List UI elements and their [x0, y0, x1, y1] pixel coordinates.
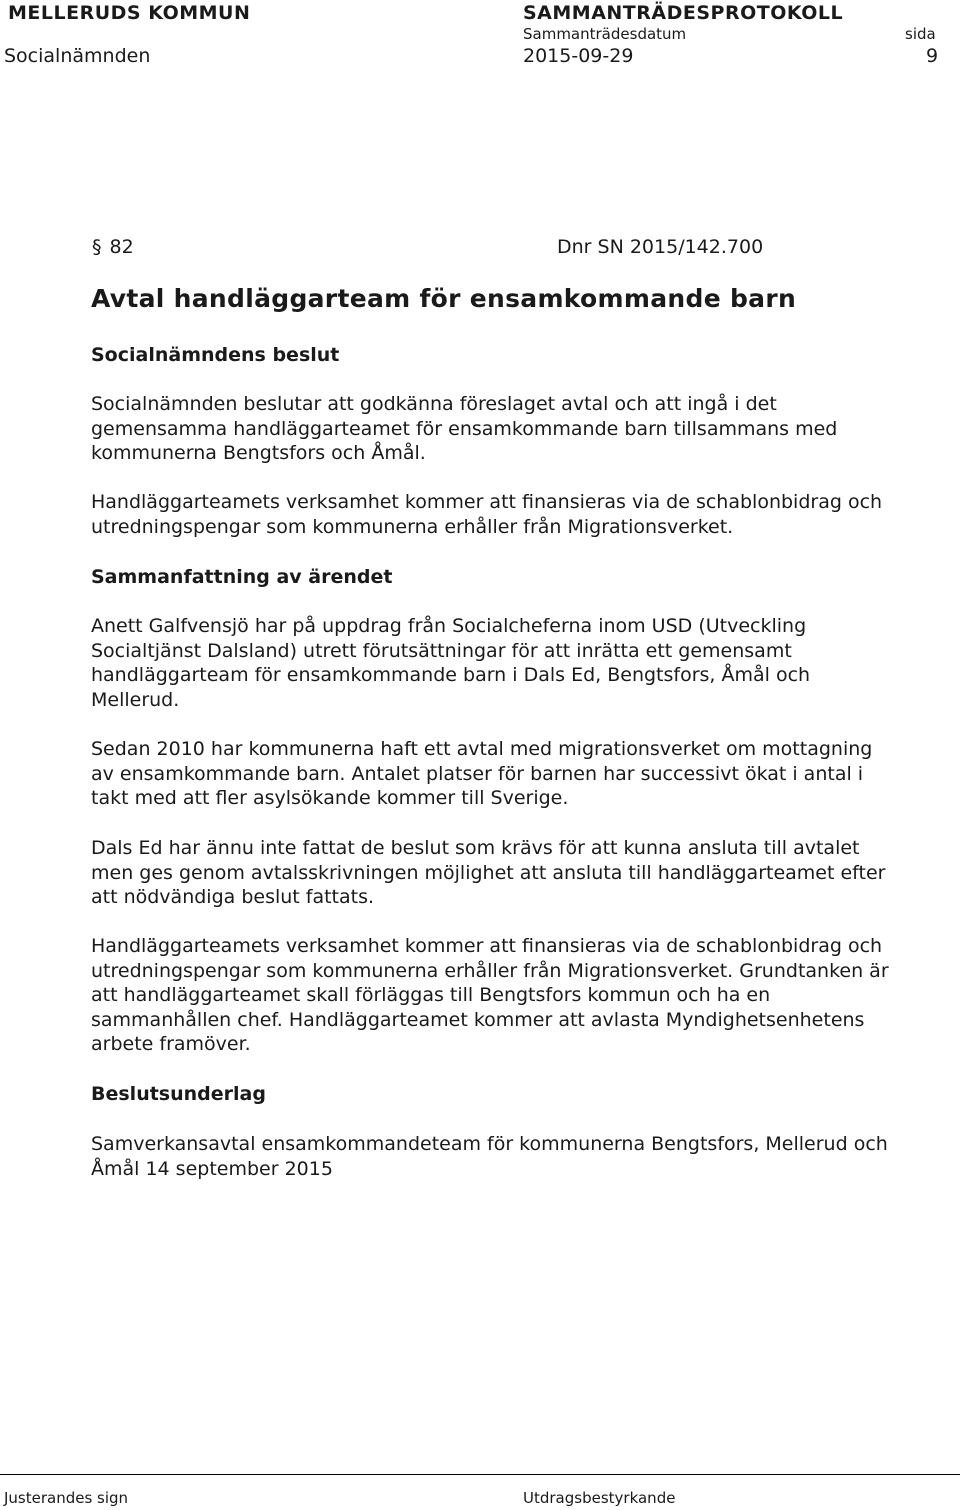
text-line: Socialtjänst Dalsland) utrett förutsättningar för att inrätta ett gemensamt	[91, 639, 792, 662]
text-line: kommunerna Bengtsfors och Åmål.	[91, 442, 426, 464]
text-line: sammanhållen chef. Handläggarteamet kommer att avlasta Myndighetsenhetens	[91, 1008, 865, 1031]
text-line: handläggarteam för ensamkommande barn i Dals Ed, Bengtsfors, Åmål och	[91, 664, 811, 686]
text-line: Mellerud.	[91, 688, 180, 711]
text-line: Dals Ed har ännu inte fattat de beslut som krävs för att kunna ansluta till avtalet	[91, 837, 860, 859]
board-name: Socialnämnden	[4, 45, 151, 67]
meeting-date-caption: Sammanträdesdatum	[523, 25, 687, 43]
text-line: utredningspengar som kommunerna erhåller från Migrationsverket.	[91, 515, 734, 538]
text-line: Anett Galfvensjö har på uppdrag från Socialcheferna inom USD (Utveckling	[91, 615, 807, 637]
basis-heading: Beslutsunderlag	[91, 1083, 266, 1105]
document-type-title: SAMMANTRÄDESPROTOKOLL	[523, 2, 844, 24]
basis-paragraph-1	[91, 1132, 951, 1181]
summary-paragraph-1	[91, 614, 951, 712]
decision-paragraph-2	[91, 490, 951, 539]
text-line: Sedan 2010 har kommunerna haft ett avtal med migrationsverket om mottagning	[91, 738, 873, 760]
text-line: att nödvändiga beslut fattats.	[91, 886, 375, 908]
page-number: 9	[926, 45, 939, 67]
text-line: takt med att fler asylsökande kommer till Sverige.	[91, 787, 569, 809]
summary-paragraph-4	[91, 934, 951, 1057]
diary-number: Dnr SN 2015/142.700	[557, 236, 764, 258]
paragraph-number-value: 82	[109, 236, 134, 258]
footer-divider	[0, 1474, 960, 1475]
summary-paragraph-2	[91, 737, 951, 811]
extract-certification-label: Utdragsbestyrkande	[523, 1489, 676, 1507]
text-line: Handläggarteamets verksamhet kommer att finansieras via de schablonbidrag och	[91, 935, 883, 957]
summary-paragraph-3	[91, 836, 951, 910]
summary-heading: Sammanfattning av ärendet	[91, 566, 393, 588]
text-line: att handläggarteamet skall förläggas till Bengtsfors kommun och ha en	[91, 984, 771, 1006]
meeting-date: 2015-09-29	[523, 45, 634, 67]
text-line: utredningspengar som kommunerna erhåller från Migrationsverket. Grundtanken är	[91, 959, 889, 982]
text-line: gemensamma handläggarteamet för ensamkommande barn tillsammans med	[91, 417, 838, 440]
text-line: Socialnämnden beslutar att godkänna föreslaget avtal och att ingå i det	[91, 393, 777, 415]
text-line: Handläggarteamets verksamhet kommer att finansieras via de schablonbidrag och	[91, 491, 883, 513]
page-title: Avtal handläggarteam för ensamkommande barn	[91, 284, 797, 313]
text-line: av ensamkommande barn. Antalet platser för barnen har successivt ökat i antal i	[91, 762, 864, 785]
paragraph-sign: §	[92, 236, 102, 258]
text-line: Åmål 14 september 2015	[91, 1157, 333, 1180]
page-caption: sida	[905, 25, 936, 43]
adjuster-signature-label: Justerandes sign	[4, 1489, 129, 1507]
municipality-name: MELLERUDS KOMMUN	[8, 2, 251, 24]
decision-paragraph-1	[91, 392, 951, 466]
paragraph-number	[92, 236, 134, 258]
text-line: men ges genom avtalsskrivningen möjlighet att ansluta till handläggarteamet efter	[91, 861, 886, 884]
decision-heading: Socialnämndens beslut	[91, 344, 340, 366]
text-line: Samverkansavtal ensamkommandeteam för kommunerna Bengtsfors, Mellerud och	[91, 1133, 888, 1155]
text-line: arbete framöver.	[91, 1033, 251, 1055]
